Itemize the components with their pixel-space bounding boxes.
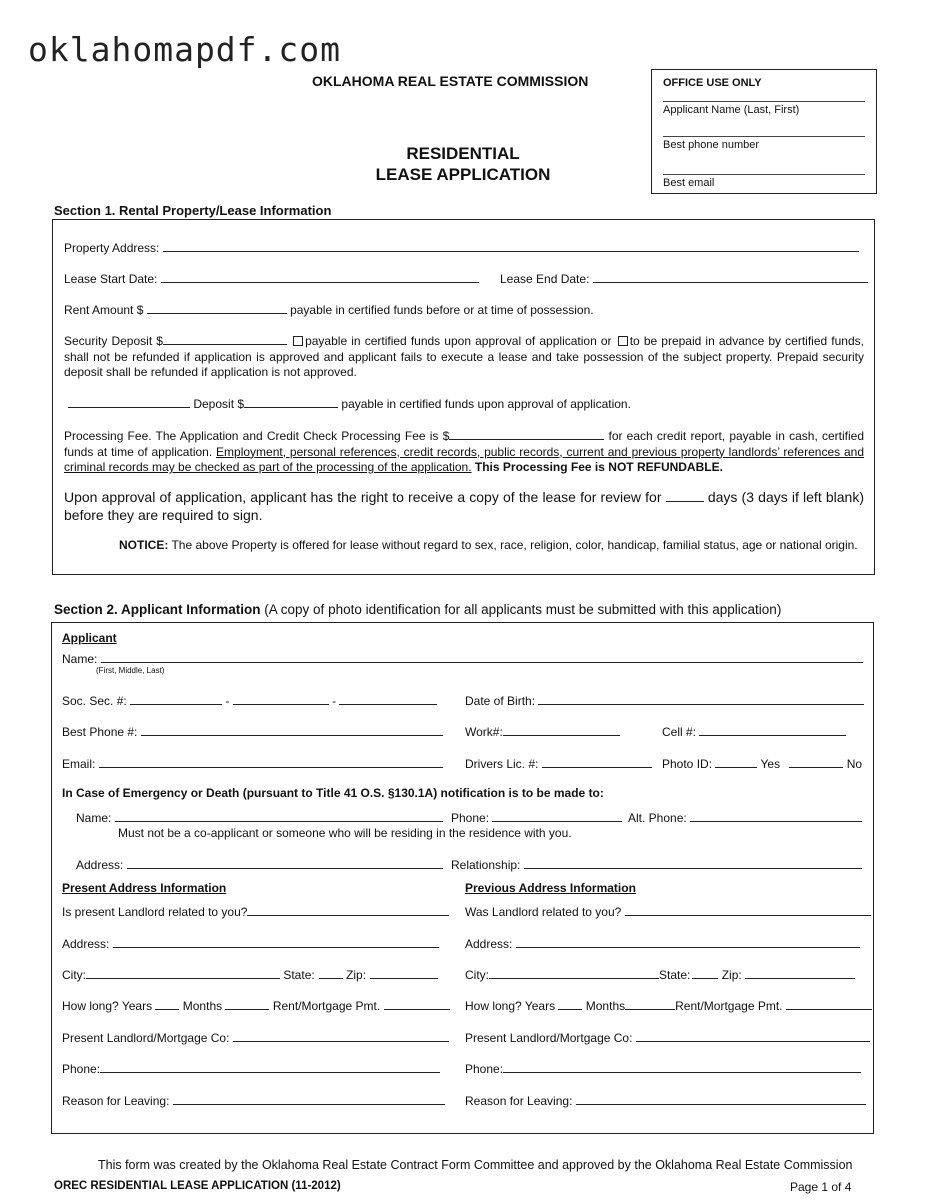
previous-address-label: Address: xyxy=(465,937,513,951)
previous-landlord-row xyxy=(465,1030,870,1045)
previous-address-row xyxy=(465,936,860,951)
present-address-label: Address: xyxy=(62,937,110,951)
present-years-label: How long? Years xyxy=(62,999,153,1013)
security-option2-text: to be prepaid in advance by certified funds, shall not xyxy=(64,334,864,364)
review-text-a: Upon approval of application, applicant has the right to receive a copy of the lease for review for xyxy=(64,489,662,505)
em-phone-row xyxy=(451,810,622,825)
present-address-input[interactable] xyxy=(113,936,439,948)
previous-zip-input[interactable] xyxy=(745,967,855,979)
form-title xyxy=(340,143,586,185)
present-reason-label: Reason for Leaving: xyxy=(62,1094,170,1108)
previous-rent-label: Rent/Mortgage Pmt. xyxy=(675,999,783,1013)
present-related-input[interactable] xyxy=(247,904,449,916)
photo-id-no-label: No xyxy=(846,757,863,771)
photo-id-yes-label: Yes xyxy=(760,757,781,771)
drivers-lic-input[interactable] xyxy=(542,756,652,768)
em-address-label: Address: xyxy=(76,858,124,872)
office-use-box xyxy=(651,69,877,194)
em-relationship-label: Relationship: xyxy=(451,858,521,872)
photo-id-label: Photo ID: xyxy=(662,757,713,771)
previous-related-row xyxy=(465,904,871,919)
lease-end-row xyxy=(500,271,868,286)
previous-city-input[interactable] xyxy=(489,967,659,979)
photo-id-row xyxy=(662,756,862,771)
best-phone-row xyxy=(62,724,443,739)
notice-row xyxy=(119,538,858,552)
em-phone-label: Phone: xyxy=(451,811,490,825)
security-deposit-label: Security Deposit $ xyxy=(64,334,163,348)
review-text-b: days (3 days if left blank) before they are required to sign. xyxy=(64,489,864,523)
previous-city-row xyxy=(465,967,855,982)
previous-state-input[interactable] xyxy=(692,967,718,979)
page-number: Page 1 of 4 xyxy=(790,1180,852,1194)
deposit-amount-input[interactable] xyxy=(244,396,338,408)
form-id: OREC RESIDENTIAL LEASE APPLICATION (11-2012) xyxy=(54,1180,341,1192)
name-hint: (First, Middle, Last) xyxy=(96,666,165,675)
ssn-row xyxy=(62,693,437,708)
em-name-label: Name: xyxy=(76,811,112,825)
em-note: Must not be a co-applicant or someone who will be residing in the residence with you. xyxy=(118,826,572,840)
cell-label: Cell #: xyxy=(662,725,697,739)
section1-title: Section 1. Rental Property/Lease Information xyxy=(54,203,332,218)
office-email-field[interactable]: Best email xyxy=(663,174,865,189)
commission-name: OKLAHOMA REAL ESTATE COMMISSION xyxy=(312,73,589,89)
payable-on-approval-checkbox[interactable] xyxy=(293,336,303,346)
ssn-part1-input[interactable] xyxy=(130,693,222,705)
drivers-lic-row xyxy=(465,756,652,771)
work-row xyxy=(465,724,620,739)
em-alt-phone-label: Alt. Phone: xyxy=(628,811,687,825)
drivers-lic-label: Drivers Lic. #: xyxy=(465,757,539,771)
present-reason-input[interactable] xyxy=(173,1093,445,1105)
em-alt-phone-row xyxy=(628,810,862,825)
processing-checks-text: Employment, personal references, credit records, public records, current and previous property landlords’ references and criminal records may be checked as part of the processing of the application. xyxy=(64,444,864,474)
section2-title-rest: (A copy of photo identification for all applicants must be submitted with this application) xyxy=(264,602,782,617)
ssn-dash-2: - xyxy=(332,694,337,708)
ssn-dash-1: - xyxy=(225,694,230,708)
rent-amount-input[interactable] xyxy=(147,302,287,314)
deposit-type-input[interactable] xyxy=(68,396,190,408)
previous-years-input[interactable] xyxy=(558,998,582,1010)
previous-state-label: State: xyxy=(659,968,691,982)
previous-phone-row xyxy=(465,1061,861,1076)
present-related-row xyxy=(62,904,449,919)
present-phone-input[interactable] xyxy=(100,1061,440,1073)
applicant-name-input[interactable] xyxy=(101,651,863,663)
previous-phone-input[interactable] xyxy=(503,1061,861,1073)
property-address-label: Property Address: xyxy=(64,241,160,255)
present-rent-input[interactable] xyxy=(384,998,450,1010)
previous-years-label: How long? Years xyxy=(465,999,556,1013)
present-state-input[interactable] xyxy=(319,967,343,979)
em-relationship-input[interactable] xyxy=(524,857,862,869)
previous-how-long-row xyxy=(465,998,872,1013)
security-deposit-paragraph xyxy=(64,333,864,381)
processing-fee-paragraph xyxy=(64,428,864,476)
deposit-row xyxy=(68,396,631,411)
lease-start-input[interactable] xyxy=(161,271,479,283)
present-state-label: State: xyxy=(283,968,315,982)
present-landlord-label: Present Landlord/Mortgage Co: xyxy=(62,1031,230,1045)
present-address-heading: Present Address Information xyxy=(62,881,227,895)
cell-input[interactable] xyxy=(699,724,846,736)
security-deposit-input[interactable] xyxy=(163,333,287,345)
security-continuation-text: be refunded if application is approved and applicant fails to execute a lease and take possession of the subject property. Prepaid security deposit shall be refunded if application is not approved. xyxy=(64,349,864,379)
applicant-heading: Applicant xyxy=(62,631,117,645)
processing-fee-text-a: Processing Fee. The Application and Credit Check Processing Fee is $ xyxy=(64,429,450,443)
em-phone-input[interactable] xyxy=(492,810,622,822)
previous-related-label: Was Landlord related to you? xyxy=(465,905,622,919)
present-zip-input[interactable] xyxy=(370,967,438,979)
ssn-label: Soc. Sec. #: xyxy=(62,694,127,708)
site-watermark: oklahomapdf.com xyxy=(28,30,342,69)
lease-start-row xyxy=(64,271,479,286)
present-phone-label: Phone: xyxy=(62,1062,101,1076)
emergency-heading: In Case of Emergency or Death (pursuant to Title 41 O.S. §130.1A) notification is to be made to: xyxy=(62,786,604,800)
previous-months-input[interactable] xyxy=(625,998,675,1010)
deposit-label: Deposit $ xyxy=(193,397,245,411)
cell-row xyxy=(662,724,846,739)
previous-address-heading: Previous Address Information xyxy=(465,881,636,895)
applicant-name-label: Name: xyxy=(62,652,98,666)
deposit-payable-text: payable in certified funds upon approval of application. xyxy=(341,397,631,411)
rent-amount-label: Rent Amount $ xyxy=(64,303,144,317)
em-address-input[interactable] xyxy=(127,857,443,869)
present-months-input[interactable] xyxy=(225,998,269,1010)
section1-box xyxy=(52,219,875,575)
office-phone-field[interactable]: Best phone number xyxy=(663,136,865,151)
email-label: Email: xyxy=(62,757,96,771)
rent-amount-row xyxy=(64,302,594,317)
previous-address-input[interactable] xyxy=(516,936,860,948)
previous-reason-input[interactable] xyxy=(576,1093,866,1105)
present-phone-row xyxy=(62,1061,440,1076)
previous-months-label: Months xyxy=(585,999,626,1013)
present-rent-label: Rent/Mortgage Pmt. xyxy=(272,999,381,1013)
section2-title-bold: Section 2. Applicant Information xyxy=(54,602,261,617)
lease-start-label: Lease Start Date: xyxy=(64,272,158,286)
best-phone-label: Best Phone #: xyxy=(62,725,138,739)
present-zip-label: Zip: xyxy=(346,968,367,982)
review-paragraph xyxy=(64,488,864,524)
email-row xyxy=(62,756,443,771)
office-applicant-name-field[interactable]: Applicant Name (Last, First) xyxy=(663,101,865,116)
previous-city-label: City: xyxy=(465,968,489,982)
em-alt-phone-input[interactable] xyxy=(690,810,862,822)
lease-end-label: Lease End Date: xyxy=(500,272,590,286)
prepaid-checkbox[interactable] xyxy=(618,336,628,346)
dob-input[interactable] xyxy=(538,693,864,705)
processing-fee-input[interactable] xyxy=(449,428,604,440)
present-city-label: City: xyxy=(62,968,86,982)
best-phone-input[interactable] xyxy=(141,724,443,736)
email-input[interactable] xyxy=(99,756,443,768)
present-address-row xyxy=(62,936,439,951)
present-years-input[interactable] xyxy=(155,998,179,1010)
present-landlord-row xyxy=(62,1030,449,1045)
processing-fee-text-b: for each credit report, payable in cash, certified funds at time of application. xyxy=(64,429,864,459)
present-how-long-row xyxy=(62,998,450,1013)
previous-reason-label: Reason for Leaving: xyxy=(465,1094,573,1108)
previous-phone-label: Phone: xyxy=(465,1062,504,1076)
review-days-input[interactable] xyxy=(666,490,704,502)
form-title-line1: RESIDENTIAL xyxy=(406,144,520,163)
office-use-heading: OFFICE USE ONLY xyxy=(663,77,762,89)
section2-box xyxy=(51,622,874,1134)
applicant-name-row xyxy=(62,651,863,666)
present-related-label: Is present Landlord related to you? xyxy=(62,905,248,919)
photo-id-no-input[interactable] xyxy=(789,756,843,768)
section2-title xyxy=(54,602,781,617)
em-address-row xyxy=(76,857,443,872)
present-reason-row xyxy=(62,1093,445,1108)
previous-zip-label: Zip: xyxy=(721,968,742,982)
notice-label: NOTICE: xyxy=(119,538,169,552)
property-address-input[interactable] xyxy=(163,240,859,252)
previous-landlord-input[interactable] xyxy=(636,1030,870,1042)
previous-rent-input[interactable] xyxy=(786,998,872,1010)
work-input[interactable] xyxy=(503,724,620,736)
ssn-part3-input[interactable] xyxy=(339,693,437,705)
footer-note: This form was created by the Oklahoma Real Estate Contract Form Committee and approved by the Oklahoma Real Estate Commission xyxy=(98,1158,853,1172)
lease-end-input[interactable] xyxy=(593,271,868,283)
dob-label: Date of Birth: xyxy=(465,694,536,708)
em-name-input[interactable] xyxy=(115,810,443,822)
form-title-line2: LEASE APPLICATION xyxy=(375,165,551,184)
rent-payable-text: payable in certified funds before or at time of possession. xyxy=(290,303,594,317)
work-label: Work#: xyxy=(465,725,503,739)
notice-text: The above Property is offered for lease without regard to sex, race, religion, color, handicap, familial status, age or national origin. xyxy=(171,538,858,552)
present-city-row xyxy=(62,967,438,982)
non-refundable-text: This Processing Fee is NOT REFUNDABLE. xyxy=(474,460,723,474)
present-landlord-input[interactable] xyxy=(233,1030,449,1042)
ssn-part2-input[interactable] xyxy=(233,693,329,705)
em-name-row xyxy=(76,810,443,825)
em-relationship-row xyxy=(451,857,862,872)
previous-related-input[interactable] xyxy=(625,904,871,916)
photo-id-yes-input[interactable] xyxy=(715,756,757,768)
dob-row xyxy=(465,693,864,708)
previous-reason-row xyxy=(465,1093,866,1108)
property-address-row xyxy=(64,240,859,255)
security-option1-text: payable in certified funds upon approval of application or xyxy=(305,334,612,348)
present-months-label: Months xyxy=(182,999,223,1013)
previous-landlord-label: Present Landlord/Mortgage Co: xyxy=(465,1031,633,1045)
present-city-input[interactable] xyxy=(86,967,280,979)
